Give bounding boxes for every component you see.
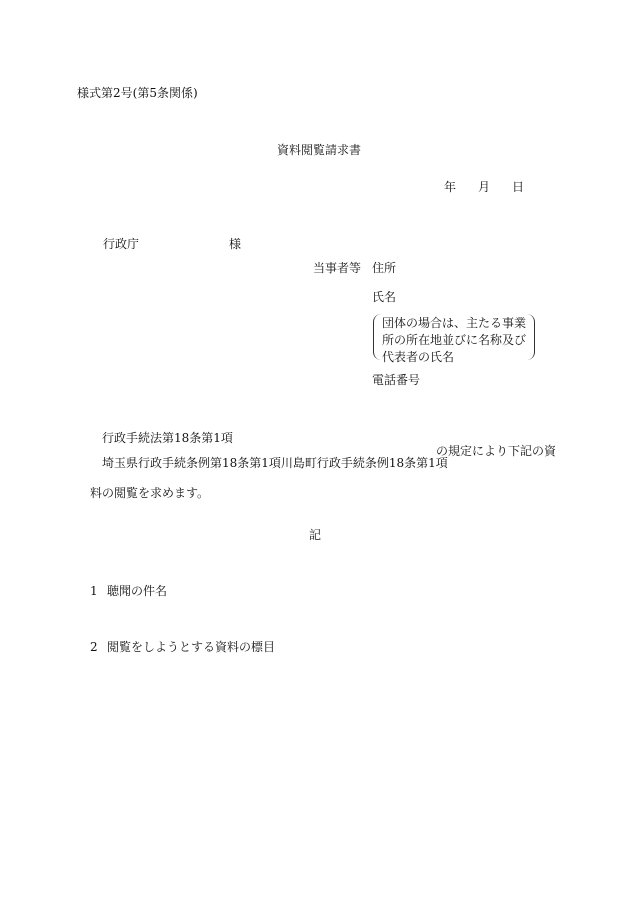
item-label: 聴聞の件名	[107, 584, 168, 598]
organization-note-line: 所の所在地並びに名称及び	[382, 333, 527, 347]
ki-heading: 記	[308, 528, 321, 542]
law-option-national: 行政手続法第18条第1項	[102, 431, 233, 445]
addressee-office: 行政庁	[103, 237, 140, 251]
item-number: 1	[90, 584, 98, 598]
addressee-honorific: 様	[229, 237, 242, 251]
item-number: 2	[90, 640, 98, 654]
organization-note-line: 代表者の氏名	[382, 350, 455, 364]
date-month: 月	[478, 180, 491, 194]
form-number: 様式第2号(第5条関係)	[77, 86, 198, 100]
date-day: 日	[512, 180, 525, 194]
item-hearing-subject	[90, 584, 167, 598]
law-option-local: 埼玉県行政手続条例第18条第1項川島町行政手続条例18条第1項	[102, 456, 448, 470]
item-label: 閲覧をしようとする資料の標目	[107, 640, 276, 654]
phone-label: 電話番号	[372, 373, 421, 387]
organization-note-line: 団体の場合は、主たる事業	[382, 316, 527, 330]
name-label: 氏名	[372, 290, 397, 304]
item-material-titles	[90, 640, 275, 654]
law-suffix: の規定により下記の資	[436, 444, 557, 458]
addressee	[103, 237, 241, 251]
document-title: 資料閲覧請求書	[276, 143, 361, 157]
address-label: 住所	[372, 261, 397, 275]
date-line	[444, 180, 524, 194]
request-continuation: 料の閲覧を求めます。	[90, 486, 210, 500]
requester-label: 当事者等	[313, 261, 362, 275]
organization-note	[373, 314, 535, 364]
date-year: 年	[444, 180, 457, 194]
